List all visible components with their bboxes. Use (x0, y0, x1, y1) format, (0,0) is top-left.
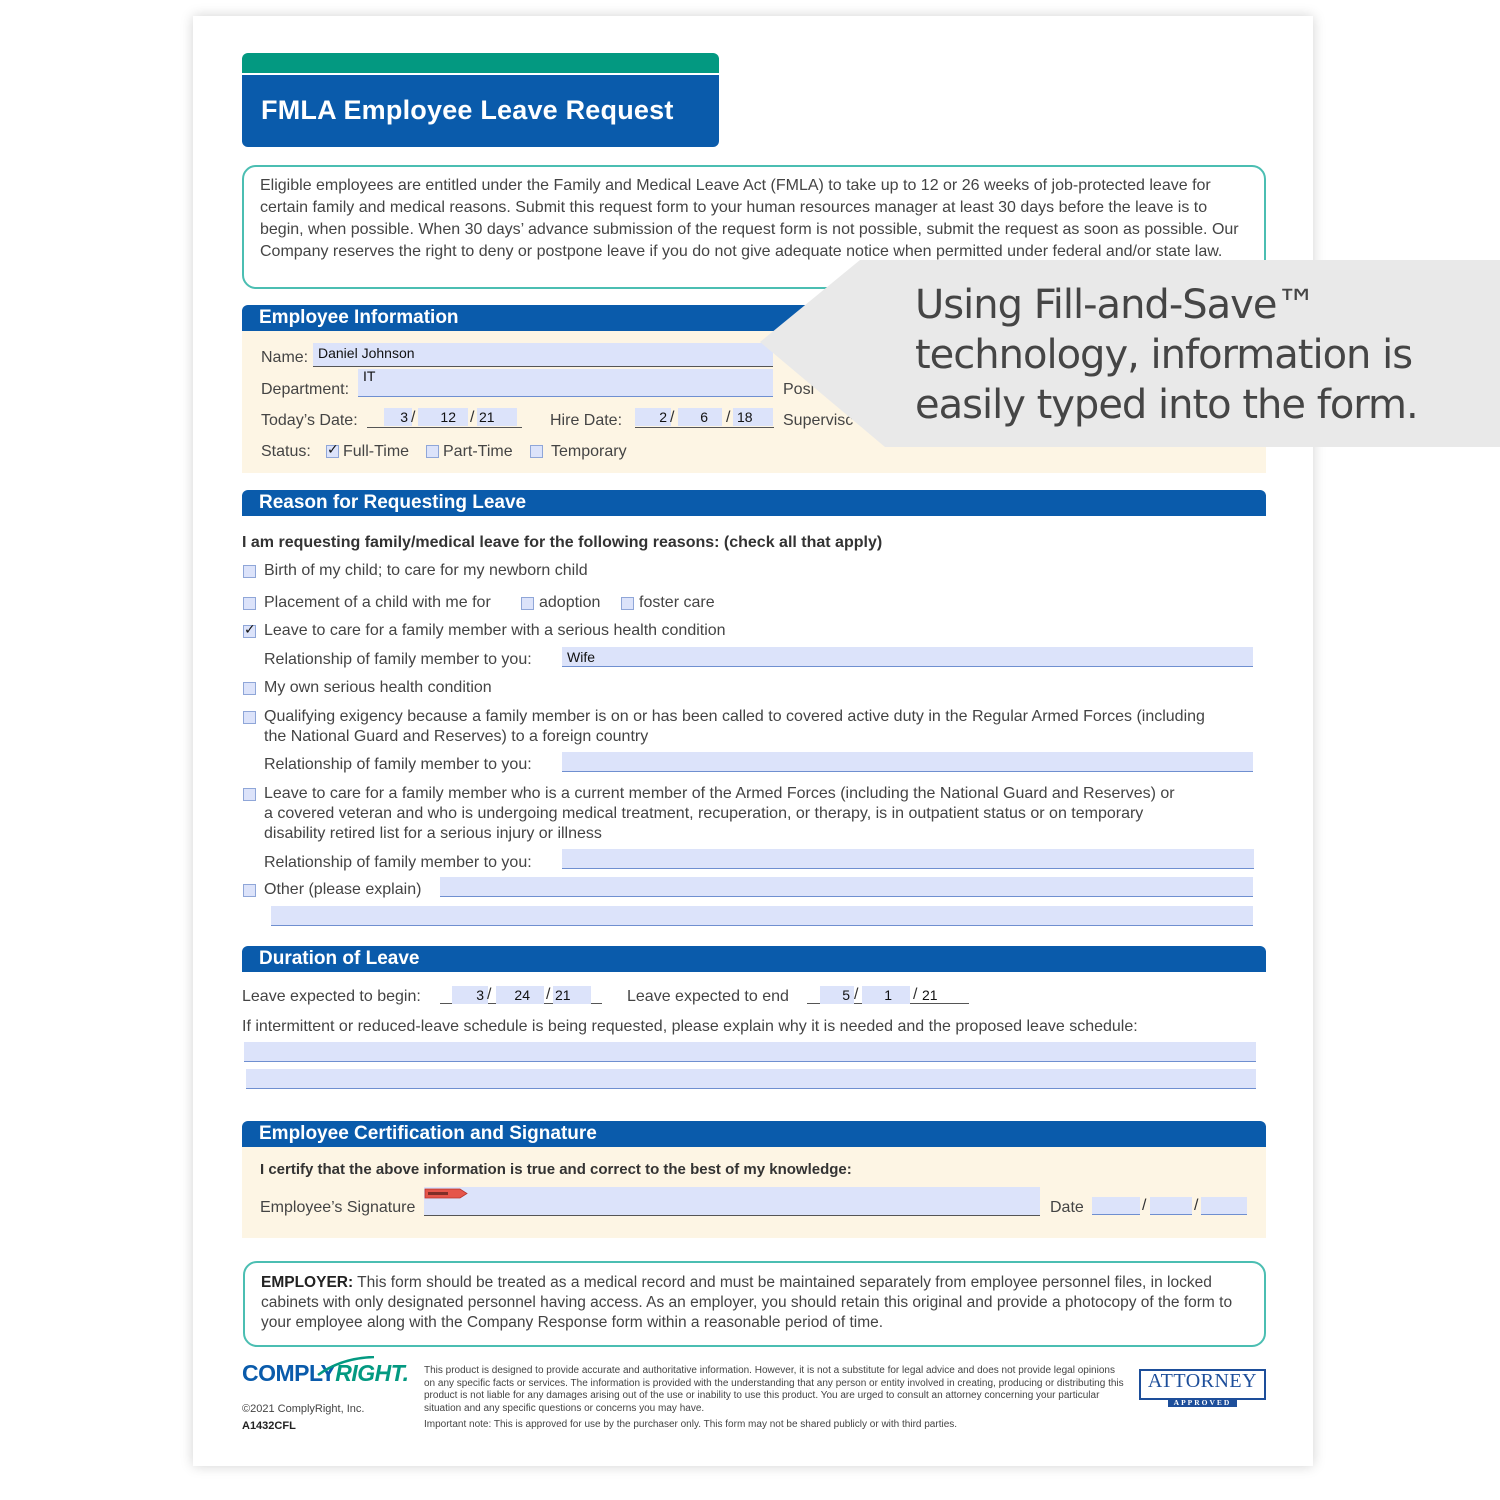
date-separator: / (546, 986, 551, 1003)
placement-foster-label: foster care (639, 594, 715, 611)
relationship-label-2: Relationship of family member to you: (264, 756, 532, 773)
hire-date-label: Hire Date: (550, 412, 623, 429)
section-duration-of-leave: Duration of Leave (242, 946, 1266, 972)
sign-here-tag-icon (424, 1188, 468, 1199)
position-label: Posi (783, 381, 815, 398)
title-banner (242, 75, 719, 147)
cert-date-label: Date (1050, 1199, 1084, 1216)
reason-prompt: I am requesting family/medical leave for the following reasons: (check all that apply) (242, 534, 883, 551)
name-field[interactable]: Daniel Johnson (313, 343, 773, 367)
supervisor-label: Supervisc (783, 412, 854, 429)
cert-date-year[interactable] (1201, 1197, 1247, 1215)
other-explain-field-1[interactable] (440, 877, 1253, 897)
signature-label: Employee’s Signature (260, 1199, 416, 1216)
reason-military-caregiver-checkbox[interactable] (243, 788, 256, 801)
hire-date-month[interactable]: 2 (635, 408, 671, 426)
relationship-field-3[interactable] (562, 849, 1254, 869)
title-accent-bar (242, 53, 719, 73)
leave-begin-label: Leave expected to begin: (242, 988, 421, 1005)
placement-foster-checkbox[interactable] (621, 597, 634, 610)
relationship-label-1: Relationship of family member to you: (264, 651, 532, 668)
complyright-logo: COMPLYRIGHT. (242, 1360, 409, 1386)
intermittent-field-2[interactable] (246, 1069, 1256, 1089)
reason-placement-checkbox[interactable] (243, 597, 256, 610)
date-separator: / (1194, 1197, 1199, 1214)
date-separator: / (487, 986, 492, 1003)
reason-other-checkbox[interactable] (243, 884, 256, 897)
signature-field[interactable] (424, 1187, 1040, 1216)
status-part-time-checkbox[interactable] (426, 445, 439, 458)
leave-begin-day[interactable]: 24 (496, 986, 544, 1004)
hire-date-year[interactable]: 18 (733, 408, 773, 426)
intro-notice: Eligible employees are entitled under the Family and Medical Leave Act (FMLA) to take up to 12 or 26 weeks of job-protected leave for certain family and medical reasons. Submit this request form to your human resources manager at least 30 days before the leave is to begin, when possible. When 30 days’ advance submission of the request form is not possible, submit the request as soon as possible. Our Company reserves the right to deny or postpone leave if you do not give adequate notice when permitted under federal and/or state law. (242, 165, 1266, 289)
hire-date-underline (635, 427, 774, 428)
relationship-field-1[interactable]: Wife (562, 647, 1253, 667)
status-temporary-label: Temporary (551, 443, 627, 460)
legal-disclaimer: This product is designed to provide accurate and authoritative information. However, it is not a substitute for legal advice and does not provide legal opinions on any specific facts or services. The information is provided with the understanding that any person or entity involved in creating, producing or distributing this product is not liable for any damages arising out of the use or inability to use this product. You are urged to consult an attorney concerning your particular situation and any specific questions or concerns you may have. Important note: This is approved for use by the purchaser only. This form may not be shared publicly or with third parties. (424, 1365, 1124, 1431)
form-code: A1432CFL (242, 1420, 296, 1432)
date-separator: / (1142, 1197, 1147, 1214)
cert-date-month[interactable] (1092, 1197, 1140, 1215)
reason-exigency-label-line1: Qualifying exigency because a family member is on or has been called to covered active duty in the Regular Armed Forces (including (264, 708, 1205, 725)
employer-notice (243, 1261, 1266, 1347)
todays-date-day[interactable]: 12 (418, 408, 468, 426)
reason-exigency-label-line2: the National Guard and Reserves) to a foreign country (264, 728, 649, 745)
intermittent-label: If intermittent or reduced-leave schedule is being requested, please explain why it is needed and the proposed leave schedule: (242, 1018, 1138, 1035)
leave-begin-year[interactable]: 21 (553, 986, 591, 1004)
todays-date-year[interactable]: 21 (477, 408, 517, 426)
logo-swoosh-icon (316, 1356, 376, 1376)
date-separator: / (470, 409, 475, 426)
date-separator: / (854, 986, 859, 1003)
department-field[interactable]: IT (358, 369, 773, 397)
date-separator: / (670, 409, 675, 426)
reason-other-label: Other (please explain) (264, 881, 422, 898)
reason-placement-label: Placement of a child with me for (264, 594, 491, 611)
section-certification: Employee Certification and Signature (242, 1121, 1266, 1147)
section-employee-information: Employee Information (242, 305, 1266, 331)
department-label: Department: (261, 381, 350, 398)
placement-adoption-label: adoption (539, 594, 601, 611)
copyright: ©2021 ComplyRight, Inc. (242, 1403, 365, 1415)
leave-end-label: Leave expected to end (627, 988, 789, 1005)
leave-end-month[interactable]: 5 (820, 986, 854, 1004)
date-separator: / (411, 409, 416, 426)
reason-family-care-checkbox[interactable] (243, 625, 256, 638)
placement-adoption-checkbox[interactable] (521, 597, 534, 610)
leave-end-year[interactable]: 21 (922, 987, 938, 1003)
relationship-label-3: Relationship of family member to you: (264, 854, 532, 871)
attorney-approved-badge: ATTORNEY APPROVED (1139, 1369, 1266, 1400)
other-explain-field-2[interactable] (271, 906, 1253, 926)
status-temporary-checkbox[interactable] (530, 445, 543, 458)
reason-exigency-checkbox[interactable] (243, 711, 256, 724)
employer-note-text: This form should be treated as a medical record and must be maintained separately from employee personnel files, in locked cabinets with only designated personnel having access. As an employer, you should retain this original and provide a photocopy of the form to your employee along with the Company Response form within a reasonable period of time. (261, 1274, 1233, 1331)
status-part-time-label: Part-Time (443, 443, 513, 460)
reason-military-label-line3: disability retired list for a serious injury or illness (264, 825, 602, 842)
reason-birth-label: Birth of my child; to care for my newborn child (264, 562, 588, 579)
todays-date-underline (367, 427, 522, 428)
hire-date-day[interactable]: 6 (678, 408, 722, 426)
status-label: Status: (261, 443, 311, 460)
reason-own-health-checkbox[interactable] (243, 682, 256, 695)
intermittent-field-1[interactable] (244, 1042, 1256, 1062)
reason-family-care-label: Leave to care for a family member with a serious health condition (264, 622, 726, 639)
leave-begin-month[interactable]: 3 (452, 986, 488, 1004)
date-separator: / (913, 986, 918, 1003)
reason-own-health-label: My own serious health condition (264, 679, 492, 696)
todays-date-month[interactable]: 3 (384, 408, 412, 426)
relationship-field-2[interactable] (562, 752, 1253, 772)
status-full-time-label: Full-Time (343, 443, 410, 460)
callout-text: Using Fill-and-Save™ technology, information is easily typed into the form. (915, 282, 1418, 428)
reason-birth-checkbox[interactable] (243, 565, 256, 578)
leave-end-day[interactable]: 1 (862, 986, 910, 1004)
todays-date-label: Today’s Date: (261, 412, 358, 429)
form-title: FMLA Employee Leave Request (261, 95, 674, 125)
certification-statement: I certify that the above information is true and correct to the best of my knowledge: (260, 1161, 852, 1178)
reason-military-label-line2: a covered veteran and who is undergoing medical treatment, recuperation, or therapy, is in outpatient status or on temporary (264, 805, 1144, 822)
cert-date-day[interactable] (1150, 1197, 1192, 1215)
date-separator: / (726, 409, 731, 426)
status-full-time-checkbox[interactable] (326, 445, 339, 458)
name-label: Name: (261, 349, 309, 366)
employer-note-heading: EMPLOYER: (261, 1274, 354, 1291)
reason-military-label-line1: Leave to care for a family member who is a current member of the Armed Forces (including the National Guard and Reserves) or (264, 785, 1175, 802)
section-reason-for-leave: Reason for Requesting Leave (242, 490, 1266, 516)
